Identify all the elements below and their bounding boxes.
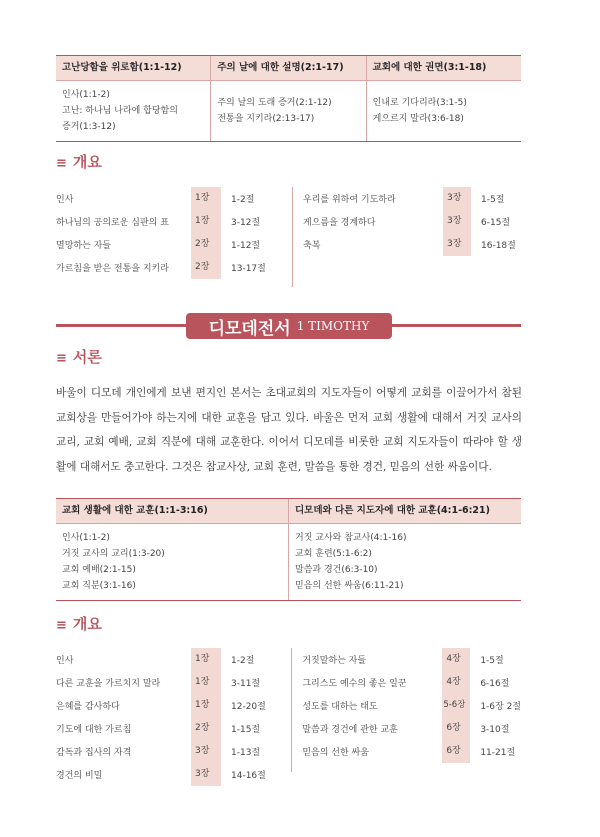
outline-row (292, 694, 521, 717)
section-heading (56, 151, 102, 172)
column-item: 게으르지 말라(3:6-18) (372, 114, 464, 124)
outline-row (56, 648, 283, 671)
column-item: 교회 예배(2:1-15) (62, 565, 136, 575)
outline-chapter: 1장 (191, 187, 221, 210)
section-mark-icon: ≡ (56, 351, 67, 366)
outline-chapter: 6장 (442, 740, 470, 763)
outline-title: 은혜를 감사하다 (56, 702, 120, 712)
column-item: 거짓 교사의 교리(1:3-20) (62, 549, 165, 559)
outline-row (56, 740, 283, 763)
intro-paragraph: 바울이 디모데 개인에게 보낸 편지인 본서는 초대교회의 지도자들이 어떻게 교회를 이끌어가서 참된 교회상을 만들어가야 하는지에 대한 교훈을 담고 있다. 바울은 먼저 교회 생활에 대해서 거짓 교사의 교리, 교회 예배, 교회 직분에 대해 교훈한다. 이어서 디모데를 비롯한 교회 지도자들이 따라야 할 생활에 대해서도 충고한다. 그것은 참교사상, 교회 훈련, 말씀을 통한 경건, 믿음의 선한 싸움이다. (56, 387, 522, 473)
summary-column (210, 56, 365, 141)
outline-verses: 1-13절 (231, 748, 261, 758)
outline-verses: 12-20절 (231, 702, 266, 712)
outline-verses: 6-15절 (481, 218, 511, 228)
outline-right-column (292, 187, 521, 287)
outline-right-column (291, 648, 521, 772)
outline-title: 경건의 비밀 (56, 771, 103, 781)
outline-title: 게으름을 경계하다 (303, 218, 376, 228)
column-header: 교회에 대한 권면(3:1-18) (367, 56, 521, 81)
outline-row (293, 210, 521, 233)
outline-row (292, 740, 521, 763)
book-title-english: 1 TIMOTHY (296, 319, 370, 333)
outline-title: 성도를 대하는 태도 (302, 702, 378, 712)
column-item: 교회 훈련(5:1-6:2) (295, 549, 372, 559)
column-item: 주의 날의 도래 증거(2:1-12) (217, 98, 332, 108)
outline-row (56, 671, 283, 694)
column-header: 고난당함을 위로함(1:1-12) (56, 56, 210, 81)
section-title: 개요 (72, 153, 102, 171)
section-mark-icon: ≡ (56, 618, 67, 633)
outline-chapter: 3장 (443, 187, 471, 210)
outline-verses: 1-5절 (480, 656, 504, 666)
outline-row (292, 717, 521, 740)
section-title: 서론 (72, 348, 102, 366)
outline-title: 다른 교훈을 가르치지 말라 (56, 679, 161, 689)
section-heading (56, 613, 102, 634)
section-title: 개요 (72, 615, 102, 633)
outline-title: 우리를 위하여 기도하라 (303, 195, 396, 205)
outline-chapter: 4장 (442, 648, 470, 671)
section-heading (56, 346, 102, 367)
column-item: 고난: 하나님 나라에 합당함의 (62, 106, 178, 116)
outline-chapter: 2장 (191, 717, 221, 740)
summary-column (56, 56, 210, 141)
summary-table-mid (56, 498, 521, 601)
outline-verses: 3-11절 (231, 679, 261, 689)
outline-verses: 1-12절 (231, 241, 261, 251)
outline-chapter: 1장 (191, 694, 221, 717)
outline-row (293, 233, 521, 256)
outline-title: 가르침을 받은 전통을 지키라 (56, 264, 169, 274)
column-item: 인내로 기다리라(3:1-5) (372, 98, 467, 108)
outline-verses: 1-2절 (231, 195, 255, 205)
outline-verses: 1-2절 (231, 656, 255, 666)
outline-chapter: 2장 (191, 233, 221, 256)
outline-chapter: 1장 (191, 210, 221, 233)
outline-chapter: 1장 (191, 648, 221, 671)
outline-title: 하나님의 공의로운 심판의 표 (56, 218, 169, 228)
outline-chapter: 3장 (443, 233, 471, 256)
outline-verses: 3-12절 (231, 218, 261, 228)
column-item: 믿음의 선한 싸움(6:11-21) (295, 581, 404, 591)
outline-row (56, 187, 284, 210)
outline-chapter: 6장 (442, 717, 470, 740)
outline-chapter: 2장 (191, 256, 221, 279)
column-header: 주의 날에 대한 설명(2:1-17) (211, 56, 365, 81)
book-title-banner (186, 313, 392, 339)
outline-title: 말씀과 경건에 관한 교훈 (302, 725, 398, 735)
outline-row (292, 671, 521, 694)
outline-title: 인사 (56, 656, 74, 666)
summary-column (366, 56, 521, 141)
outline-verses: 13-17절 (231, 264, 266, 274)
column-header: 교회 생활에 대한 교훈(1:1-3:16) (56, 499, 288, 524)
column-header: 디모데와 다른 지도자에 대한 교훈(4:1-6:21) (289, 499, 521, 524)
outline-title: 거짓말하는 자들 (302, 656, 367, 666)
section-mark-icon: ≡ (56, 156, 67, 171)
outline-row (56, 233, 284, 256)
outline-verses: 11-21절 (480, 748, 516, 758)
column-item: 인사(1:1-2) (62, 90, 110, 100)
outline-title: 멸망하는 자들 (56, 241, 112, 251)
outline-chapter: 3장 (443, 210, 471, 233)
outline-row (56, 210, 284, 233)
outline-chapter: 4장 (442, 671, 470, 694)
outline-chapter: 3장 (191, 740, 221, 763)
outline-verses: 16-18절 (481, 241, 516, 251)
outline-verses: 1-5절 (481, 195, 505, 205)
outline-row (292, 648, 521, 671)
outline-grid-2 (56, 648, 521, 786)
book-title-korean: 디모데전서 (208, 318, 291, 339)
outline-title: 믿음의 선한 싸움 (302, 748, 369, 758)
outline-verses: 3-10절 (480, 725, 510, 735)
outline-title: 그리스도 예수의 좋은 일꾼 (302, 679, 407, 689)
outline-title: 감독과 집사의 자격 (56, 748, 132, 758)
outline-left-column (56, 648, 283, 786)
outline-verses: 1-15절 (231, 725, 261, 735)
outline-row (56, 256, 284, 279)
outline-chapter: 3장 (191, 763, 221, 786)
outline-title: 축복 (303, 241, 321, 251)
outline-verses: 14-16절 (231, 771, 266, 781)
summary-column (288, 499, 521, 600)
column-item: 증거(1:3-12) (62, 122, 116, 132)
outline-row (56, 694, 283, 717)
column-item: 인사(1:1-2) (62, 533, 110, 543)
summary-column (56, 499, 288, 600)
outline-grid-1 (56, 187, 521, 287)
outline-left-column (56, 187, 284, 287)
outline-row (293, 187, 521, 210)
column-item: 교회 직분(3:1-16) (62, 581, 136, 591)
outline-row (56, 717, 283, 740)
column-item: 거짓 교사와 참교사(4:1-16) (295, 533, 407, 543)
column-item: 말씀과 경건(6:3-10) (295, 565, 378, 575)
outline-row (56, 763, 283, 786)
outline-chapter: 5-6장 (442, 694, 470, 717)
outline-title: 기도에 대한 가르침 (56, 725, 132, 735)
outline-title: 인사 (56, 195, 74, 205)
outline-verses: 1-6장 2절 (480, 702, 521, 712)
column-item: 전통을 지키라(2:13-17) (217, 114, 315, 124)
outline-verses: 6-16절 (480, 679, 510, 689)
outline-chapter: 1장 (191, 671, 221, 694)
summary-table-top (56, 55, 521, 142)
